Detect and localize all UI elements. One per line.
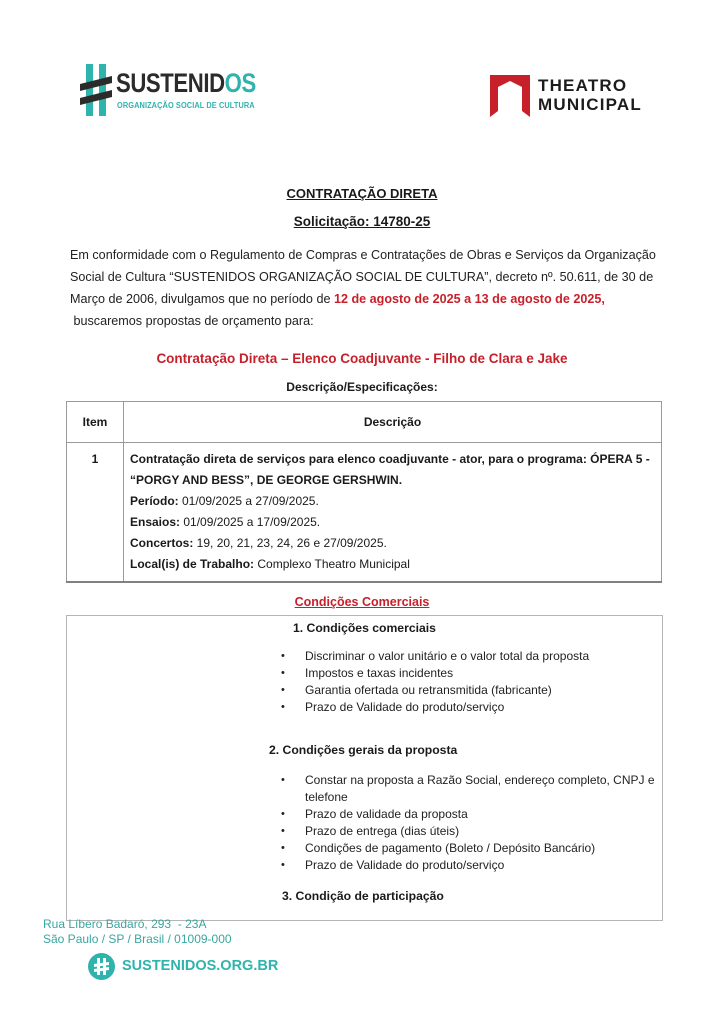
hash-circle-icon	[88, 953, 115, 980]
address-line: São Paulo / SP / Brasil / 01009-000	[43, 932, 232, 946]
sustenidos-logo	[78, 62, 258, 120]
website-link[interactable]: SUSTENIDOS.ORG.BR	[122, 958, 279, 974]
intro-line: Em conformidade com o Regulamento de Compras e Contratações de Obras e Serviços da Organização	[70, 248, 656, 262]
list-item: • Prazo de validade da proposta	[277, 806, 662, 823]
list-item: • Garantia ofertada ou retransmitida (fabricante)	[277, 682, 657, 699]
conditions-title: Condições Comerciais	[294, 595, 430, 609]
intro-line: buscaremos propostas de orçamento para:	[70, 314, 314, 328]
spec-heading: Descrição/Especificações:	[286, 380, 438, 394]
list-item: • Prazo de entrega (dias úteis)	[277, 823, 662, 840]
section-heading-2: 2. Condições gerais da proposta	[269, 743, 458, 757]
list-item: • Prazo de Validade do produto/serviço	[277, 857, 662, 874]
list-item: • Discriminar o valor unitário e o valor total da proposta	[277, 648, 657, 665]
list-item: • Constar na proposta a Razão Social, endereço completo, CNPJ e telefone	[277, 772, 662, 806]
item-description-cell	[124, 443, 662, 583]
theatro-municipal-wordmark: THEATRO MUNICIPAL	[538, 76, 642, 114]
address-line: Rua Líbero Badaró, 293 - 23A	[43, 917, 207, 931]
intro-line: Social de Cultura “SUSTENIDOS ORGANIZAÇÃO SOCIAL DE CULTURA”, decreto nº. 50.611, de 30 de	[70, 270, 654, 284]
arch-icon	[488, 73, 532, 119]
list-item: • Prazo de Validade do produto/serviço	[277, 699, 657, 716]
intro-paragraph	[70, 244, 670, 332]
item-number: 1	[67, 443, 124, 583]
footer-address	[43, 917, 232, 947]
section-heading-3: 3. Condição de participação	[282, 889, 444, 903]
request-number: Solicitação: 14780-25	[293, 214, 431, 229]
item-ensaios: Ensaios: 01/09/2025 a 17/09/2025.	[130, 515, 321, 529]
section-2-list	[277, 772, 662, 874]
hash-icon	[78, 62, 114, 118]
intro-line: Março de 2006, divulgamos que no período de 12 de agosto de 2025 a 13 de agosto de 2025,	[70, 292, 605, 306]
header-item: Item	[67, 402, 124, 443]
conditions-box	[66, 615, 663, 921]
sustenidos-subtitle: ORGANIZAÇÃO SOCIAL DE CULTURA	[117, 100, 255, 110]
list-item: • Condições de pagamento (Boleto / Depósito Bancário)	[277, 840, 662, 857]
item-description: Contratação direta de serviços para elenco coadjuvante - ator, para o programa: ÓPERA 5 - “PORGY AND BESS”, DE GEORGE GERSHWIN.	[130, 452, 650, 487]
table-row	[67, 443, 662, 583]
item-local: Local(is) de Trabalho: Complexo Theatro Municipal	[130, 557, 410, 571]
theatro-municipal-logo	[488, 72, 658, 120]
section-1-list	[277, 648, 657, 716]
header-description: Descrição	[124, 402, 662, 443]
proposal-period: 12 de agosto de 2025 a 13 de agosto de 2025,	[333, 292, 605, 306]
list-item: • Impostos e taxas incidentes	[277, 665, 657, 682]
item-periodo: Período: 01/09/2025 a 27/09/2025.	[130, 494, 319, 508]
items-table	[66, 401, 662, 583]
contract-subject: Contratação Direta – Elenco Coadjuvante - Filho de Clara e Jake	[156, 351, 568, 366]
sustenidos-wordmark: SUSTENIDOS	[116, 68, 256, 98]
section-heading-1: 1. Condições comerciais	[293, 621, 436, 635]
document-title: CONTRATAÇÃO DIRETA	[286, 186, 438, 201]
table-header-row	[67, 402, 662, 443]
item-concertos: Concertos: 19, 20, 21, 23, 24, 26 e 27/09/2025.	[130, 536, 387, 550]
